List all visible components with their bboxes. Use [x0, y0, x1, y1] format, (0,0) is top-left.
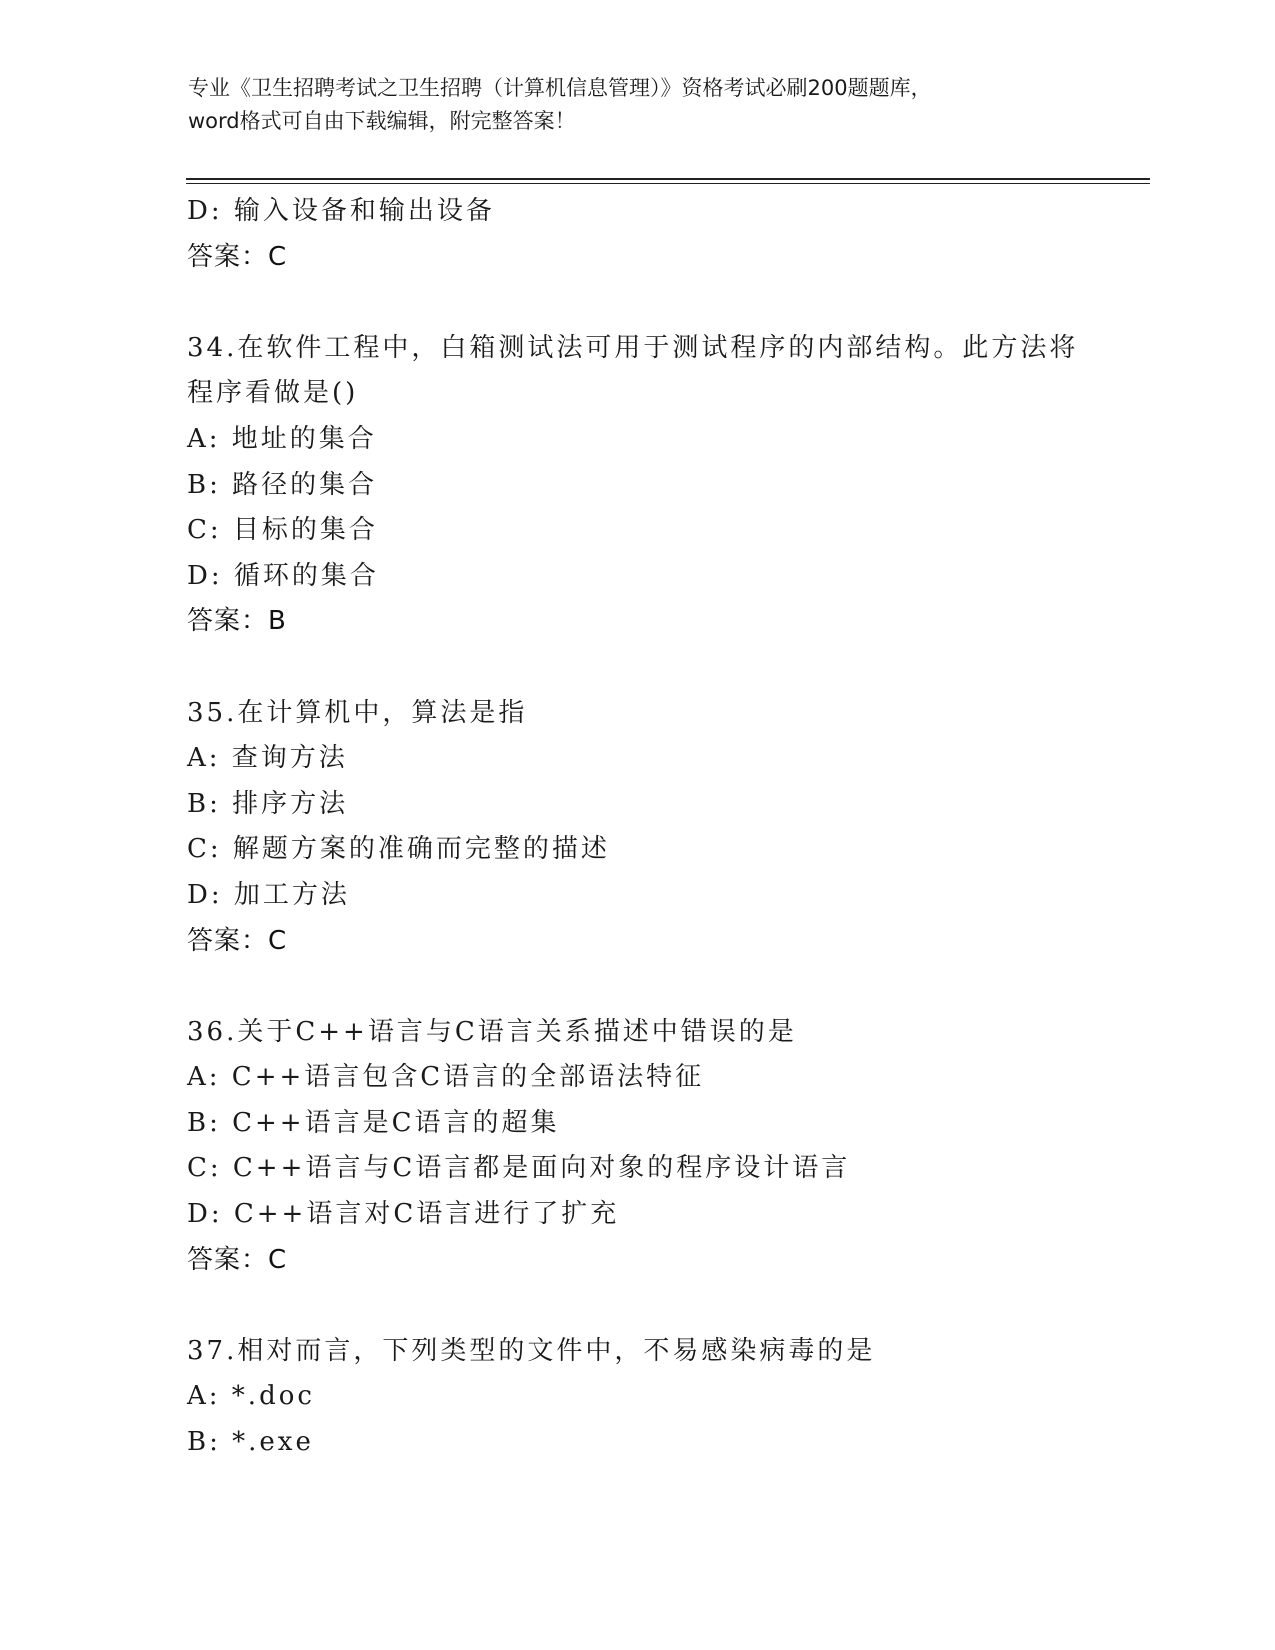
- answer-line: 答案：C: [187, 241, 288, 272]
- question-36: [187, 1010, 1107, 1284]
- question-34: [187, 326, 1107, 645]
- option-a: A: *.doc: [187, 1381, 315, 1412]
- question-37: [187, 1329, 1107, 1466]
- option-b: B: *.exe: [187, 1427, 314, 1458]
- spacer: [187, 1283, 1107, 1329]
- question-list: [187, 189, 1107, 1466]
- header-divider-thin: [186, 183, 1150, 184]
- option-c: C: 目标的集合: [187, 515, 378, 546]
- option-b: B: 排序方法: [187, 788, 349, 819]
- question-stem-continued: 程序看做是(): [187, 378, 359, 409]
- question-carryover: [187, 189, 1107, 280]
- option-c: C: C++语言与C语言都是面向对象的程序设计语言: [187, 1153, 851, 1184]
- option-a: A: 查询方法: [187, 743, 348, 774]
- question-stem: 36.关于C++语言与C语言关系描述中错误的是: [187, 1016, 797, 1047]
- answer-line: 答案：C: [187, 925, 288, 956]
- option-d: D: 输入设备和输出设备: [187, 196, 495, 226]
- question-stem: 37.相对而言，下列类型的文件中，不易感染病毒的是: [187, 1335, 876, 1366]
- option-c: C: 解题方案的准确而完整的描述: [187, 834, 610, 865]
- answer-line: 答案：B: [187, 606, 287, 637]
- option-d: D: C++语言对C语言进行了扩充: [187, 1199, 620, 1230]
- question-stem: 35.在计算机中，算法是指: [187, 697, 528, 728]
- question-stem: 34.在软件工程中，白箱测试法可用于测试程序的内部结构。此方法将: [187, 332, 1079, 363]
- header-title-line-2: word格式可自由下载编辑，附完整答案！: [188, 109, 576, 133]
- spacer: [187, 645, 1107, 691]
- answer-line: 答案：C: [187, 1244, 288, 1275]
- document-header: [188, 72, 1088, 138]
- option-d: D: 加工方法: [187, 879, 350, 910]
- header-divider-thick: [186, 178, 1150, 180]
- option-a: A: 地址的集合: [187, 423, 377, 454]
- option-b: B: 路径的集合: [187, 469, 378, 500]
- header-title-line-1: 专业《卫生招聘考试之卫生招聘（计算机信息管理）》资格考试必刷200题题库，: [188, 76, 932, 100]
- question-35: [187, 691, 1107, 965]
- spacer: [187, 964, 1107, 1010]
- spacer: [187, 280, 1107, 326]
- option-b: B: C++语言是C语言的超集: [187, 1107, 560, 1138]
- option-a: A: C++语言包含C语言的全部语法特征: [187, 1062, 705, 1093]
- option-d: D: 循环的集合: [187, 560, 379, 591]
